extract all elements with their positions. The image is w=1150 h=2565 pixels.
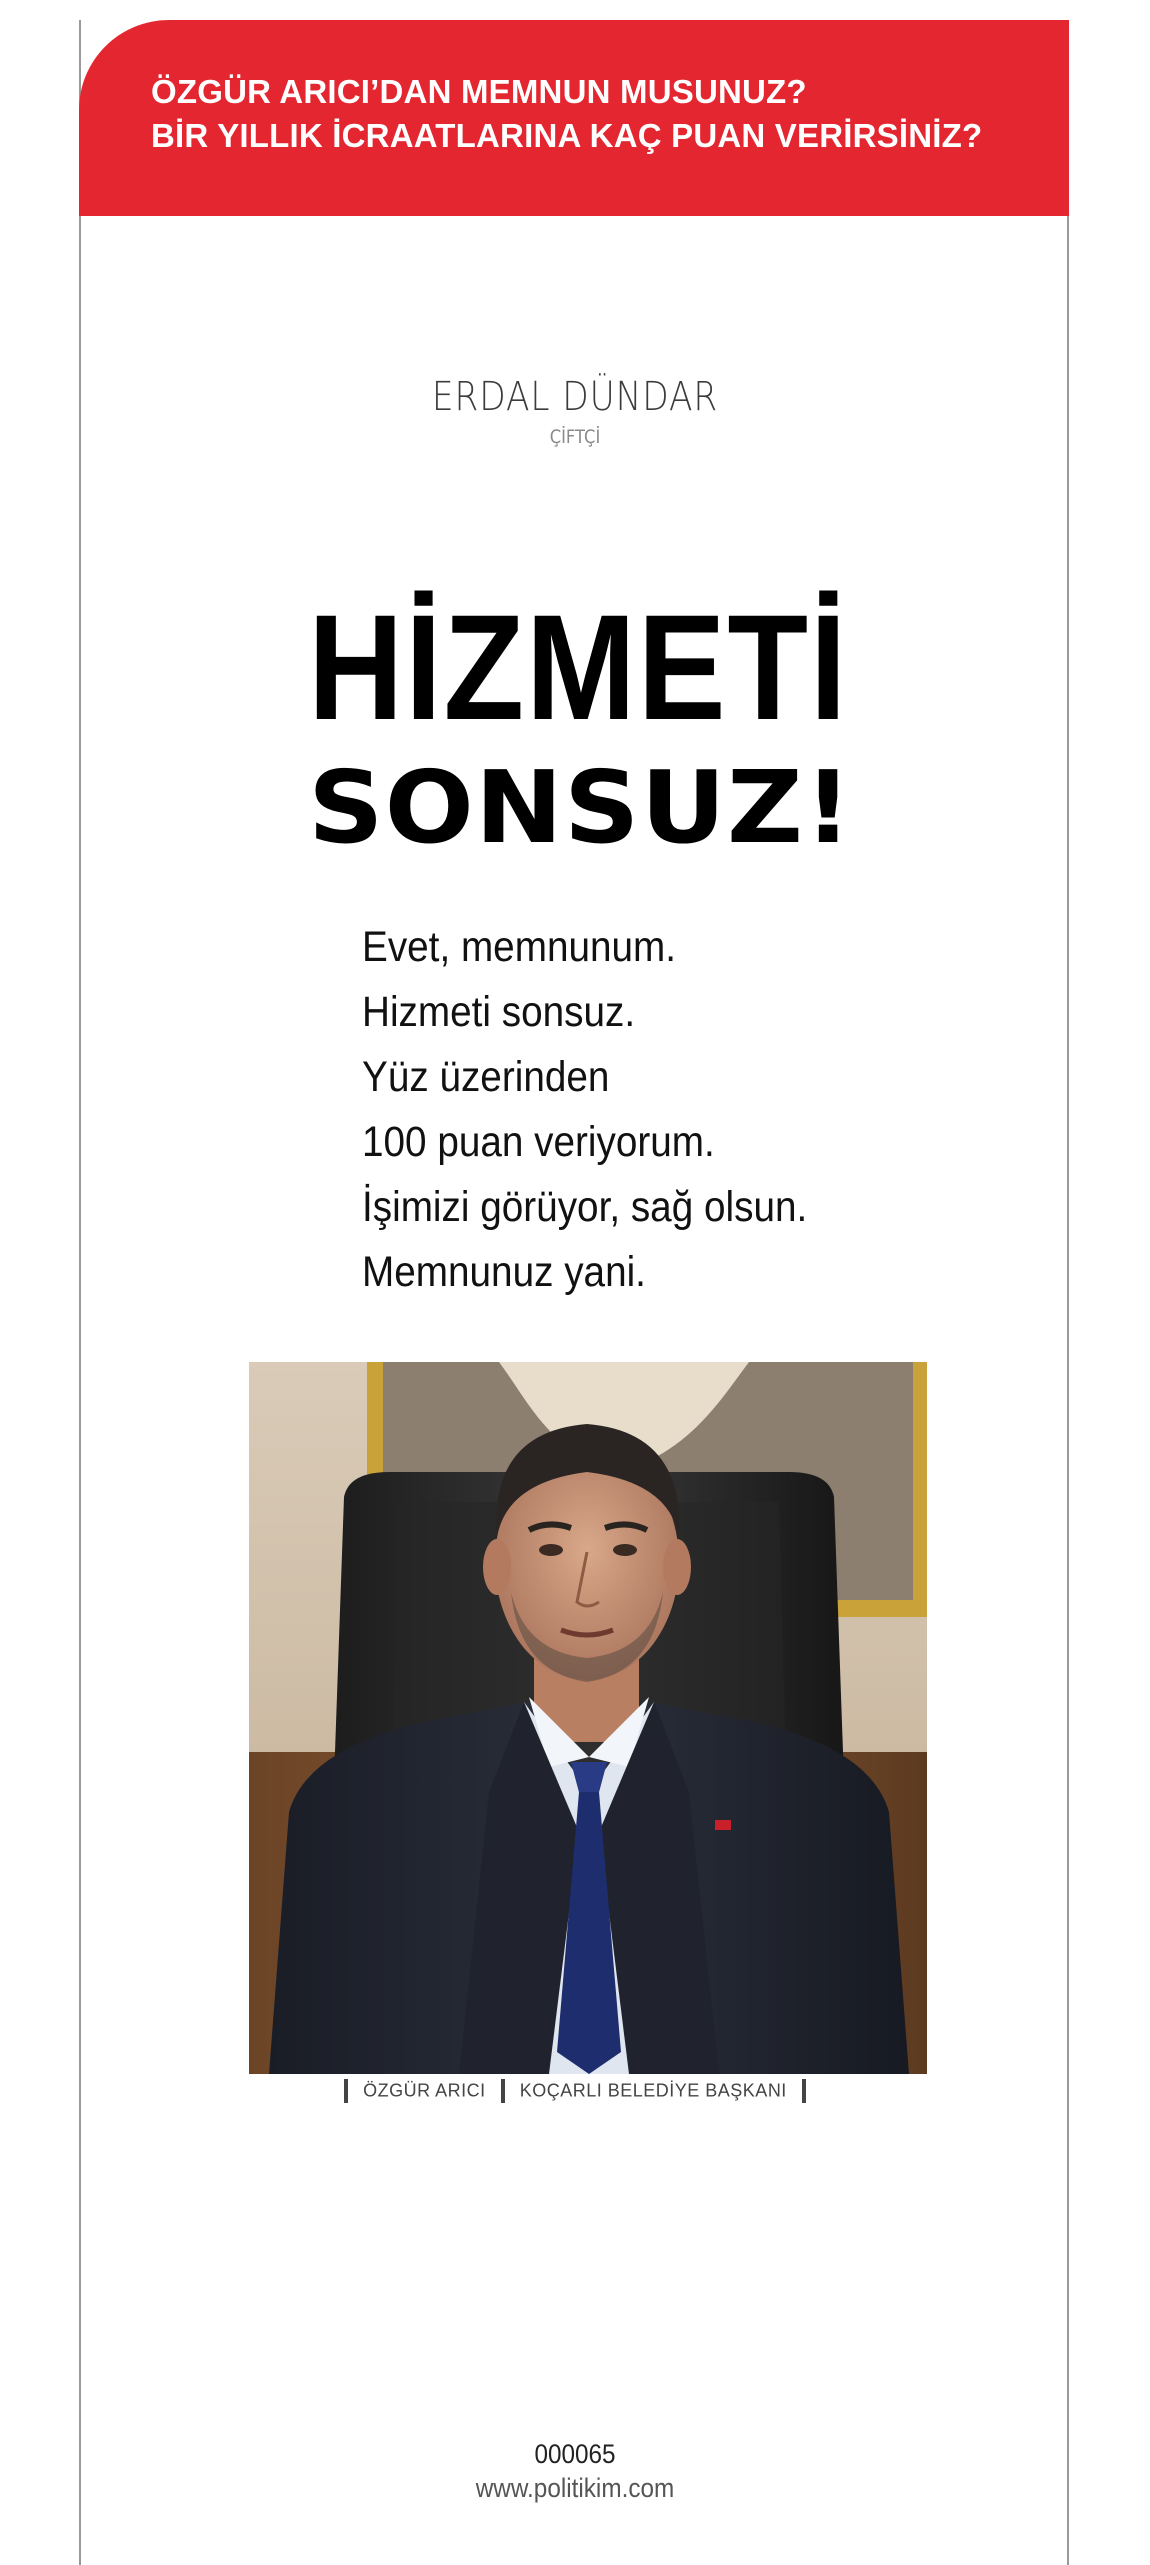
caption-person-name: ÖZGÜR ARICI xyxy=(363,2080,486,2101)
quote-line: Yüz üzerinden xyxy=(362,1053,610,1101)
respondent-block xyxy=(0,372,1150,450)
banner-question-line-2: BİR YILLIK İCRAATLARINA KAÇ PUAN VERİRSİNİZ? xyxy=(151,117,983,154)
portrait-illustration xyxy=(249,1362,927,2074)
quote-line: Memnunuz yani. xyxy=(362,1248,646,1296)
mayor-portrait-photo xyxy=(249,1362,927,2074)
respondent-occupation: ÇİFTÇİ xyxy=(549,426,601,448)
banner-question-line-1: ÖZGÜR ARICI’DAN MEMNUN MUSUNUZ? xyxy=(151,73,807,110)
quote-line: 100 puan veriyorum. xyxy=(362,1118,715,1166)
website-link[interactable]: www.politikim.com xyxy=(475,2473,675,2503)
photo-caption xyxy=(0,2079,1150,2103)
page-footer xyxy=(0,2437,1150,2505)
caption-divider xyxy=(802,2079,806,2103)
headline-line-1: HİZMETİ xyxy=(308,583,849,751)
caption-divider xyxy=(501,2079,505,2103)
quote-line: Hizmeti sonsuz. xyxy=(362,988,636,1036)
quote-line: Evet, memnunum. xyxy=(362,923,677,971)
respondent-name: ERDAL DÜNDAR xyxy=(431,374,719,420)
question-banner xyxy=(79,20,1069,216)
quote-line: İşimizi görüyor, sağ olsun. xyxy=(362,1183,808,1231)
entry-number: 000065 xyxy=(534,2439,616,2469)
headline-line-2: SONSUZ! xyxy=(308,749,854,866)
caption-divider xyxy=(344,2079,348,2103)
respondent-quote xyxy=(362,915,857,1305)
caption-person-title: KOÇARLI BELEDİYE BAŞKANI xyxy=(519,2080,787,2101)
